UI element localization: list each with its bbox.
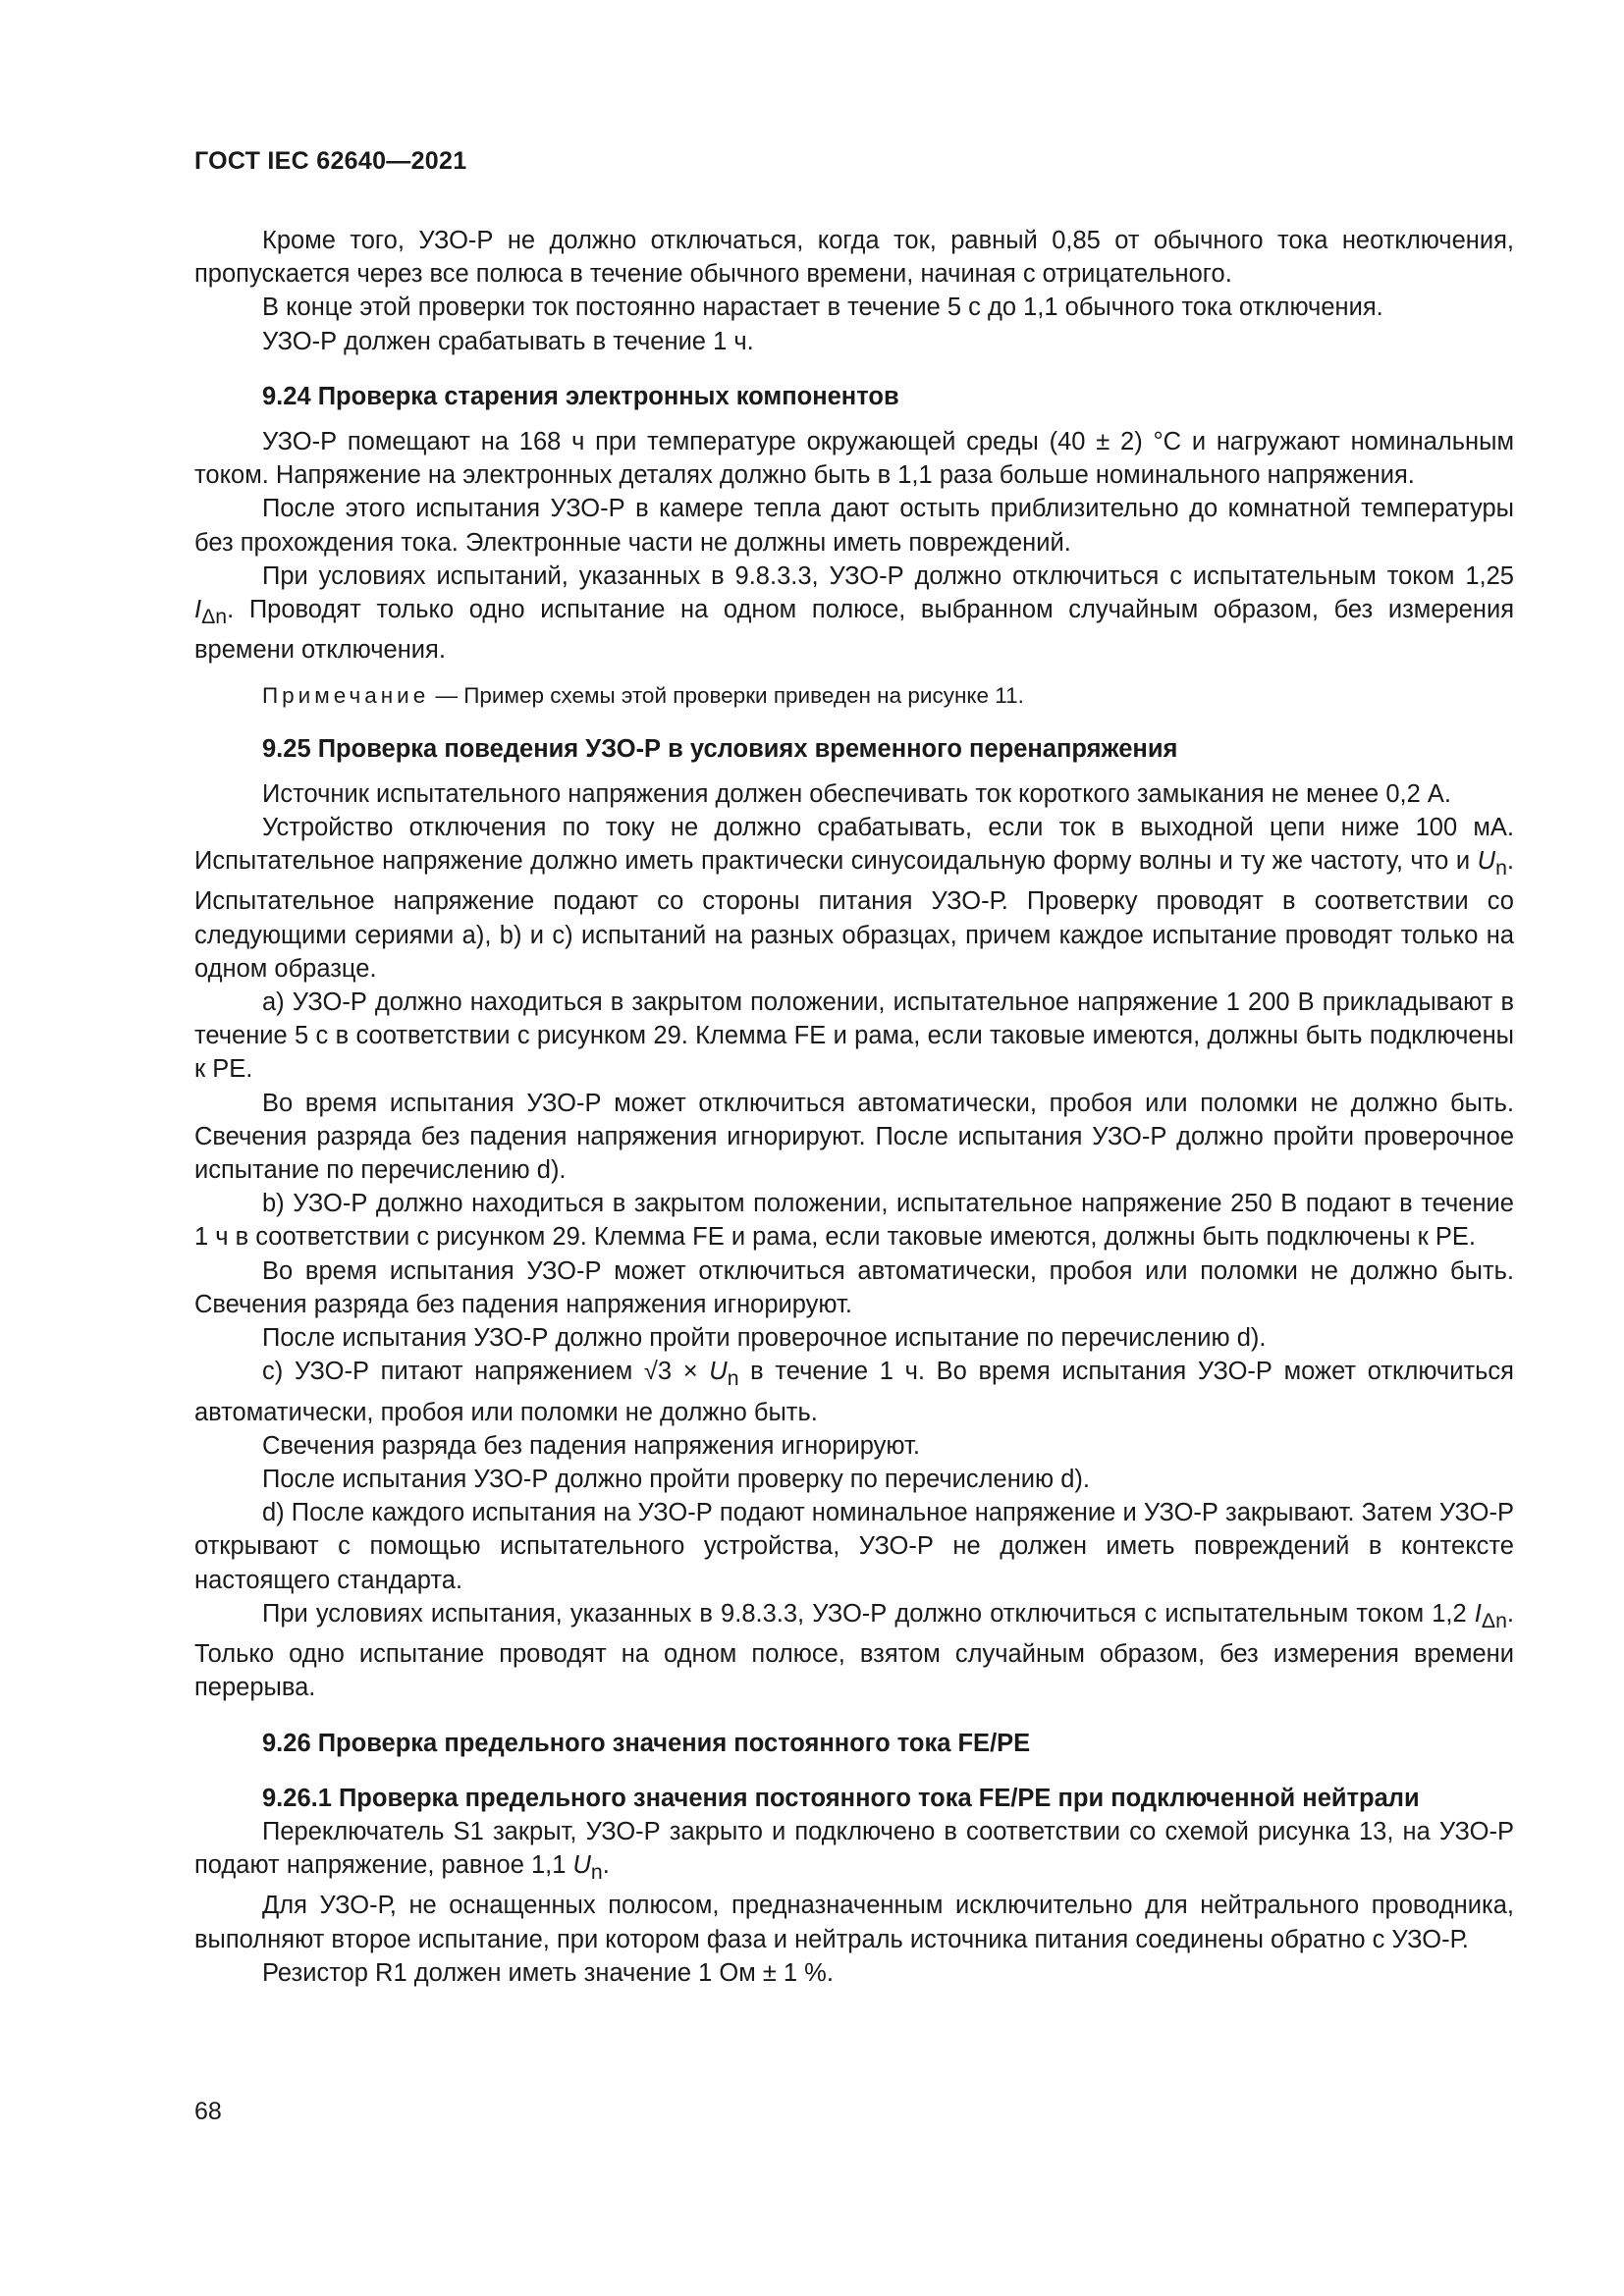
paragraph: После испытания УЗО-Р должно пройти проверку по перечислению d). [262, 1465, 1091, 1493]
paragraph: При условиях испытания, указанных в 9.8.3.3, УЗО-Р должно отключиться с испытательным током 1,2 $I_{\Delta n}$. Только одно испытание проводят на одном полюсе, взятом случайным образом, без измерения времени перерыва. [194, 1599, 1514, 1702]
paragraph: После этого испытания УЗО-Р в камере тепла дают остыть приблизительно до комнатной температуры без прохождения тока. Электронные части не должны иметь повреждений. [194, 495, 1514, 557]
section-heading-9-24: 9.24 Проверка старения электронных компонентов [262, 382, 899, 410]
paragraph: Источник испытательного напряжения должен обеспечивать ток короткого замыкания не менее 0,2 А. [262, 779, 1451, 808]
list-item-b: b) УЗО-Р должно находиться в закрытом положении, испытательное напряжение 250 В подают в течение 1 ч в соответствии с рисунком 29. Клемма FE и рама, если таковые имеются, должны быть подключены к PE. [194, 1190, 1514, 1252]
paragraph: Во время испытания УЗО-Р может отключиться автоматически, пробоя или поломки не должно быть. Свечения разряда без падения напряжения игнорируют. После испытания УЗО-Р должно пройти проверочное испытание по перечислению d). [194, 1089, 1514, 1185]
note-text: — Пример схемы этой проверки приведен на рисунке 11. [429, 682, 1024, 708]
section-heading-9-26: 9.26 Проверка предельного значения постоянного тока FE/PE [262, 1729, 1031, 1757]
paragraph: УЗО-Р должен срабатывать в течение 1 ч. [262, 327, 754, 355]
paragraph: После испытания УЗО-Р должно пройти проверочное испытание по перечислению d). [262, 1324, 1267, 1353]
paragraph: Для УЗО-Р, не оснащенных полюсом, предназначенным исключительно для нейтрального проводника, выполняют второе испытание, при котором фаза и нейтраль источника питания соединены обратно с УЗО-Р. [194, 1892, 1514, 1953]
section-heading-9-25: 9.25 Проверка поведения УЗО-Р в условиях временного перенапряжения [262, 734, 1178, 763]
list-item-a: а) УЗО-Р должно находиться в закрытом положении, испытательное напряжение 1 200 В прикладывают в течение 5 с в соответствии с рисунком 29. Клемма FE и рама, если таковые имеются, должны быть подключены к PE. [194, 988, 1514, 1084]
list-item-d: d) После каждого испытания на УЗО-Р подают номинальное напряжение и УЗО-Р закрывают. Затем УЗО-Р открывают с помощью испытательного устройства, УЗО-Р не должен иметь повреждений в контексте настоящего стандарта. [194, 1499, 1514, 1594]
paragraph: В конце этой проверки ток постоянно нарастает в течение 5 с до 1,1 обычного тока отключения. [262, 294, 1383, 322]
paragraph: УЗО-Р помещают на 168 ч при температуре окружающей среды (40 ± 2) °С и нагружают номинальным током. Напряжение на электронных деталях должно быть в 1,1 раза больше номинального напряжения. [194, 428, 1514, 490]
paragraph: Переключатель S1 закрыт, УЗО-Р закрыто и подключено в соответствии со схемой рисунка 13, на УЗО-Р подают напряжение, равное 1,1 $U_n$. [194, 1817, 1514, 1885]
paragraph: Резистор R1 должен иметь значение 1 Ом ± 1 %. [262, 1958, 834, 1987]
paragraph: При условиях испытаний, указанных в 9.8.3.3, УЗО-Р должно отключиться с испытательным током 1,25 $I_{\Delta n}$. Проводят только одно испытание на одном полюсе, выбранном случайным образом, без измерения времени отключения. [194, 561, 1514, 665]
page-number: 68 [194, 2098, 222, 2125]
paragraph: Устройство отключения по току не должно срабатывать, если ток в выходной цепи ниже 100 мА. Испытательное напряжение должно иметь практически синусоидальную форму волны и ту же частоту, что и $U_n$. Испытательное напряжение подают со стороны питания УЗО-Р. Проверку проводят в соответствии со следующими сериями а), b) и с) испытаний на разных образцах, причем каждое испытание проводят только на одном образце. [194, 813, 1514, 983]
note [194, 681, 1514, 711]
subsection-heading-9-26-1: 9.26.1 Проверка предельного значения постоянного тока FE/PE при подключенной нейтрали [262, 1784, 1420, 1812]
paragraph: Свечения разряда без падения напряжения игнорируют. [262, 1431, 920, 1460]
paragraph: Кроме того, УЗО-Р не должно отключаться, когда ток, равный 0,85 от обычного тока неотключения, пропускается через все полюса в течение обычного времени, начиная с отрицательного. [194, 227, 1514, 289]
document-header: ГОСТ IEC 62640—2021 [194, 147, 467, 175]
document-body [194, 224, 1514, 1990]
list-item-c: с) УЗО-Р питают напряжением $√3 \times U_n$ в течение 1 ч. Во время испытания УЗО-Р может отключиться автоматически, пробоя или поломки не должно быть. [194, 1358, 1514, 1426]
note-label: Примечание [262, 682, 430, 708]
paragraph: Во время испытания УЗО-Р может отключиться автоматически, пробоя или поломки не должно быть. Свечения разряда без падения напряжения игнорируют. [194, 1256, 1514, 1318]
